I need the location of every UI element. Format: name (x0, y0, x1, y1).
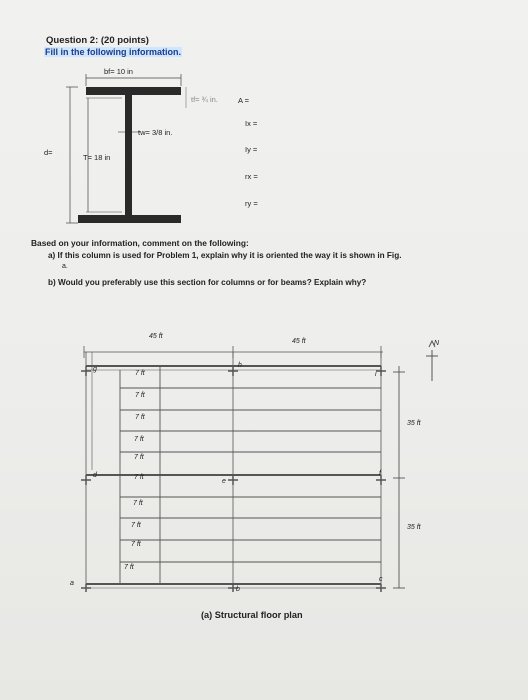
bay-label: 7 ft (133, 500, 143, 507)
i-beam-section (66, 74, 186, 223)
floor-plan-caption: (a) Structural floor plan (201, 610, 303, 620)
grid-label-d: d (93, 472, 97, 479)
t-label: T= 18 in (83, 153, 111, 162)
grid-label-i: i (375, 371, 377, 378)
grid-label-c: c (379, 576, 383, 583)
bottom-flange (78, 215, 181, 223)
structural-floor-plan (81, 341, 438, 592)
area-prop: A = (238, 96, 250, 105)
right-dim-bottom: 35 ft (407, 524, 421, 531)
bay-label: 7 ft (134, 436, 144, 443)
comments-intro: Based on your information, comment on the following: (31, 238, 249, 248)
grid-label-a: a (70, 580, 74, 587)
instruction-text: Fill in the following information. (45, 47, 181, 57)
bay-label: 7 ft (131, 541, 141, 548)
bf-label: bf= 10 in (104, 67, 133, 76)
bay-label: 7 ft (134, 454, 144, 461)
ix-prop: Ix = (245, 119, 258, 128)
top-flange (86, 87, 181, 95)
bay-label: 7 ft (135, 392, 145, 399)
bay-label: 7 ft (134, 474, 144, 481)
top-dim-right: 45 ft (292, 338, 306, 345)
grid-label-f: f (379, 470, 381, 477)
ry-prop: ry = (245, 199, 258, 208)
north-label: N (434, 340, 440, 347)
bay-label: 7 ft (135, 370, 145, 377)
bay-label: 7 ft (124, 564, 134, 571)
d-label: d= (44, 148, 53, 157)
grid-label-b: b (236, 586, 240, 593)
grid-label-h: h (238, 362, 242, 369)
tf-label: tf= ¾ in. (191, 95, 218, 104)
rx-prop: rx = (245, 172, 258, 181)
grid-label-e: e (222, 478, 226, 485)
bay-label: 7 ft (135, 414, 145, 421)
comment-b: b) Would you preferably use this section for columns or for beams? Explain why? (48, 278, 367, 287)
bay-label: 7 ft (131, 522, 141, 529)
comment-a: a) If this column is used for Problem 1, explain why it is oriented the way it is shown in Fig. (48, 251, 402, 260)
right-dim-top: 35 ft (407, 420, 421, 427)
comment-a-continuation: a. (62, 263, 68, 270)
web (125, 95, 132, 215)
top-dim-left: 45 ft (149, 333, 163, 340)
grid-label-g: g (93, 366, 97, 373)
iy-prop: Iy = (245, 145, 258, 154)
question-title: Question 2: (20 points) (46, 35, 149, 46)
tw-label: tw= 3/8 in. (138, 128, 173, 137)
